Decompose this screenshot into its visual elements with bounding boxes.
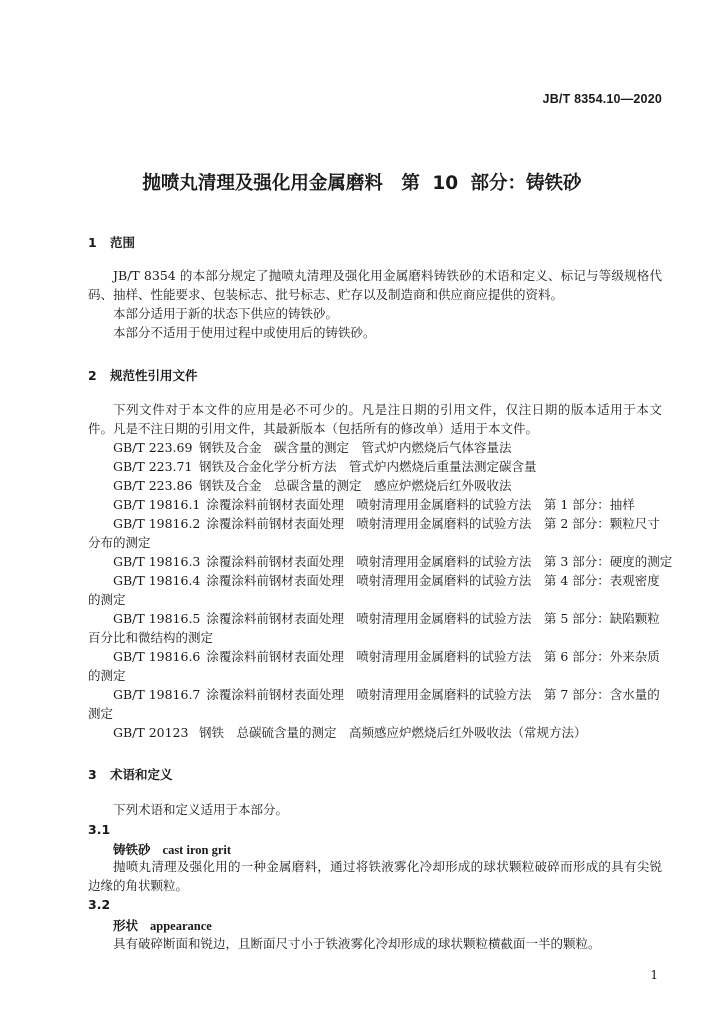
- reference-code: GB/T 20123: [113, 725, 189, 740]
- reference-code: GB/T 19816.2: [113, 516, 201, 531]
- term-number: 3.1: [88, 822, 111, 837]
- reference-code: GB/T 19816.6: [113, 649, 201, 664]
- reference-item: [113, 723, 662, 742]
- reference-item: [88, 685, 662, 723]
- terms-intro-paragraph: 下列术语和定义适用于本部分。: [113, 802, 289, 817]
- reference-item: [88, 609, 662, 647]
- reference-code: GB/T 19816.3: [113, 554, 201, 569]
- reference-item: [113, 495, 662, 514]
- term-name-en: cast iron grit: [162, 843, 232, 857]
- section-heading-scope: [88, 233, 135, 251]
- document-title: 抛喷丸清理及强化用金属磨料 第 10 部分：铸铁砂: [142, 173, 582, 194]
- reference-title: 涂覆涂料前钢材表面处理 喷射清理用金属磨料的试验方法 第 1 部分：抽样: [206, 497, 635, 512]
- section-heading-refs: [88, 366, 198, 384]
- reference-code: GB/T 19816.7: [113, 687, 201, 702]
- reference-item: [113, 552, 673, 571]
- section-number: 1: [88, 235, 97, 250]
- reference-item: [113, 476, 662, 495]
- term-definition: 具有破碎断面和锐边，且断面尺寸小于铁液雾化冷却形成的球状颗粒横截面一半的颗粒。: [113, 936, 601, 951]
- reference-code: GB/T 223.71: [113, 459, 193, 474]
- reference-title: 钢铁及合金 总碳含量的测定 感应炉燃烧后红外吸收法: [199, 478, 512, 493]
- section-title: 范围: [110, 235, 136, 250]
- reference-code: GB/T 19816.1: [113, 497, 201, 512]
- term-name: [113, 916, 212, 934]
- reference-title: 涂覆涂料前钢材表面处理 喷射清理用金属磨料的试验方法 第 6 部分：外来杂质的测定: [88, 649, 660, 683]
- reference-title: 涂覆涂料前钢材表面处理 喷射清理用金属磨料的试验方法 第 2 部分：颗粒尺寸分布的测定: [88, 516, 660, 550]
- refs-intro-paragraph: 下列文件对于本文件的应用是必不可少的。凡是注日期的引用文件，仅注日期的版本适用于本文件。凡是不注日期的引用文件，其最新版本（包括所有的修改单）适用于本文件。: [88, 402, 662, 436]
- scope-paragraph-3: 本部分不适用于使用过程中或使用后的铸铁砂。: [113, 325, 376, 340]
- reference-code: GB/T 19816.5: [113, 611, 201, 626]
- section-number: 3: [88, 767, 97, 782]
- reference-code: GB/T 223.86: [113, 478, 193, 493]
- term-name-zh: 铸铁砂: [113, 842, 151, 857]
- reference-item: [113, 457, 662, 476]
- term-name: [113, 840, 231, 858]
- reference-title: 涂覆涂料前钢材表面处理 喷射清理用金属磨料的试验方法 第 4 部分：表观密度的测定: [88, 573, 660, 607]
- reference-title: 涂覆涂料前钢材表面处理 喷射清理用金属磨料的试验方法 第 7 部分：含水量的测定: [88, 687, 660, 721]
- reference-item: [88, 514, 662, 552]
- scope-paragraph-2: 本部分适用于新的状态下供应的铸铁砂。: [113, 306, 339, 321]
- reference-title: 涂覆涂料前钢材表面处理 喷射清理用金属磨料的试验方法 第 5 部分：缺陷颗粒百分比和微结构的测定: [88, 611, 660, 645]
- reference-item: [113, 438, 662, 457]
- term-name-en: appearance: [150, 919, 212, 933]
- term-definition: 抛喷丸清理及强化用的一种金属磨料，通过将铁液雾化冷却形成的球状颗粒破碎而形成的具有尖锐边缘的角状颗粒。: [88, 859, 662, 893]
- section-heading-terms: [88, 765, 173, 783]
- term-name-zh: 形状: [113, 918, 139, 933]
- reference-title: 涂覆涂料前钢材表面处理 喷射清理用金属磨料的试验方法 第 3 部分：硬度的测定: [206, 554, 673, 569]
- page-number: 1: [650, 968, 658, 982]
- section-title: 规范性引用文件: [110, 368, 198, 383]
- reference-code: GB/T 223.69: [113, 440, 193, 455]
- reference-title: 钢铁及合金化学分析方法 管式炉内燃烧后重量法测定碳含量: [199, 459, 537, 474]
- reference-item: [88, 647, 662, 685]
- reference-title: 钢铁及合金 碳含量的测定 管式炉内燃烧后气体容量法: [199, 440, 512, 455]
- scope-paragraph-1: JB/T 8354 的本部分规定了抛喷丸清理及强化用金属磨料铸铁砂的术语和定义、标记与等级规格代码、抽样、性能要求、包装标志、批号标志、贮存以及制造商和供应商应提供的资料。: [88, 268, 662, 302]
- standard-code: JB/T 8354.10—2020: [542, 92, 662, 106]
- reference-title: 钢铁 总碳硫含量的测定 高频感应炉燃烧后红外吸收法（常规方法）: [199, 725, 587, 740]
- term-number: 3.2: [88, 897, 111, 912]
- section-title: 术语和定义: [110, 767, 173, 782]
- reference-item: [88, 571, 662, 609]
- section-number: 2: [88, 368, 97, 383]
- reference-code: GB/T 19816.4: [113, 573, 201, 588]
